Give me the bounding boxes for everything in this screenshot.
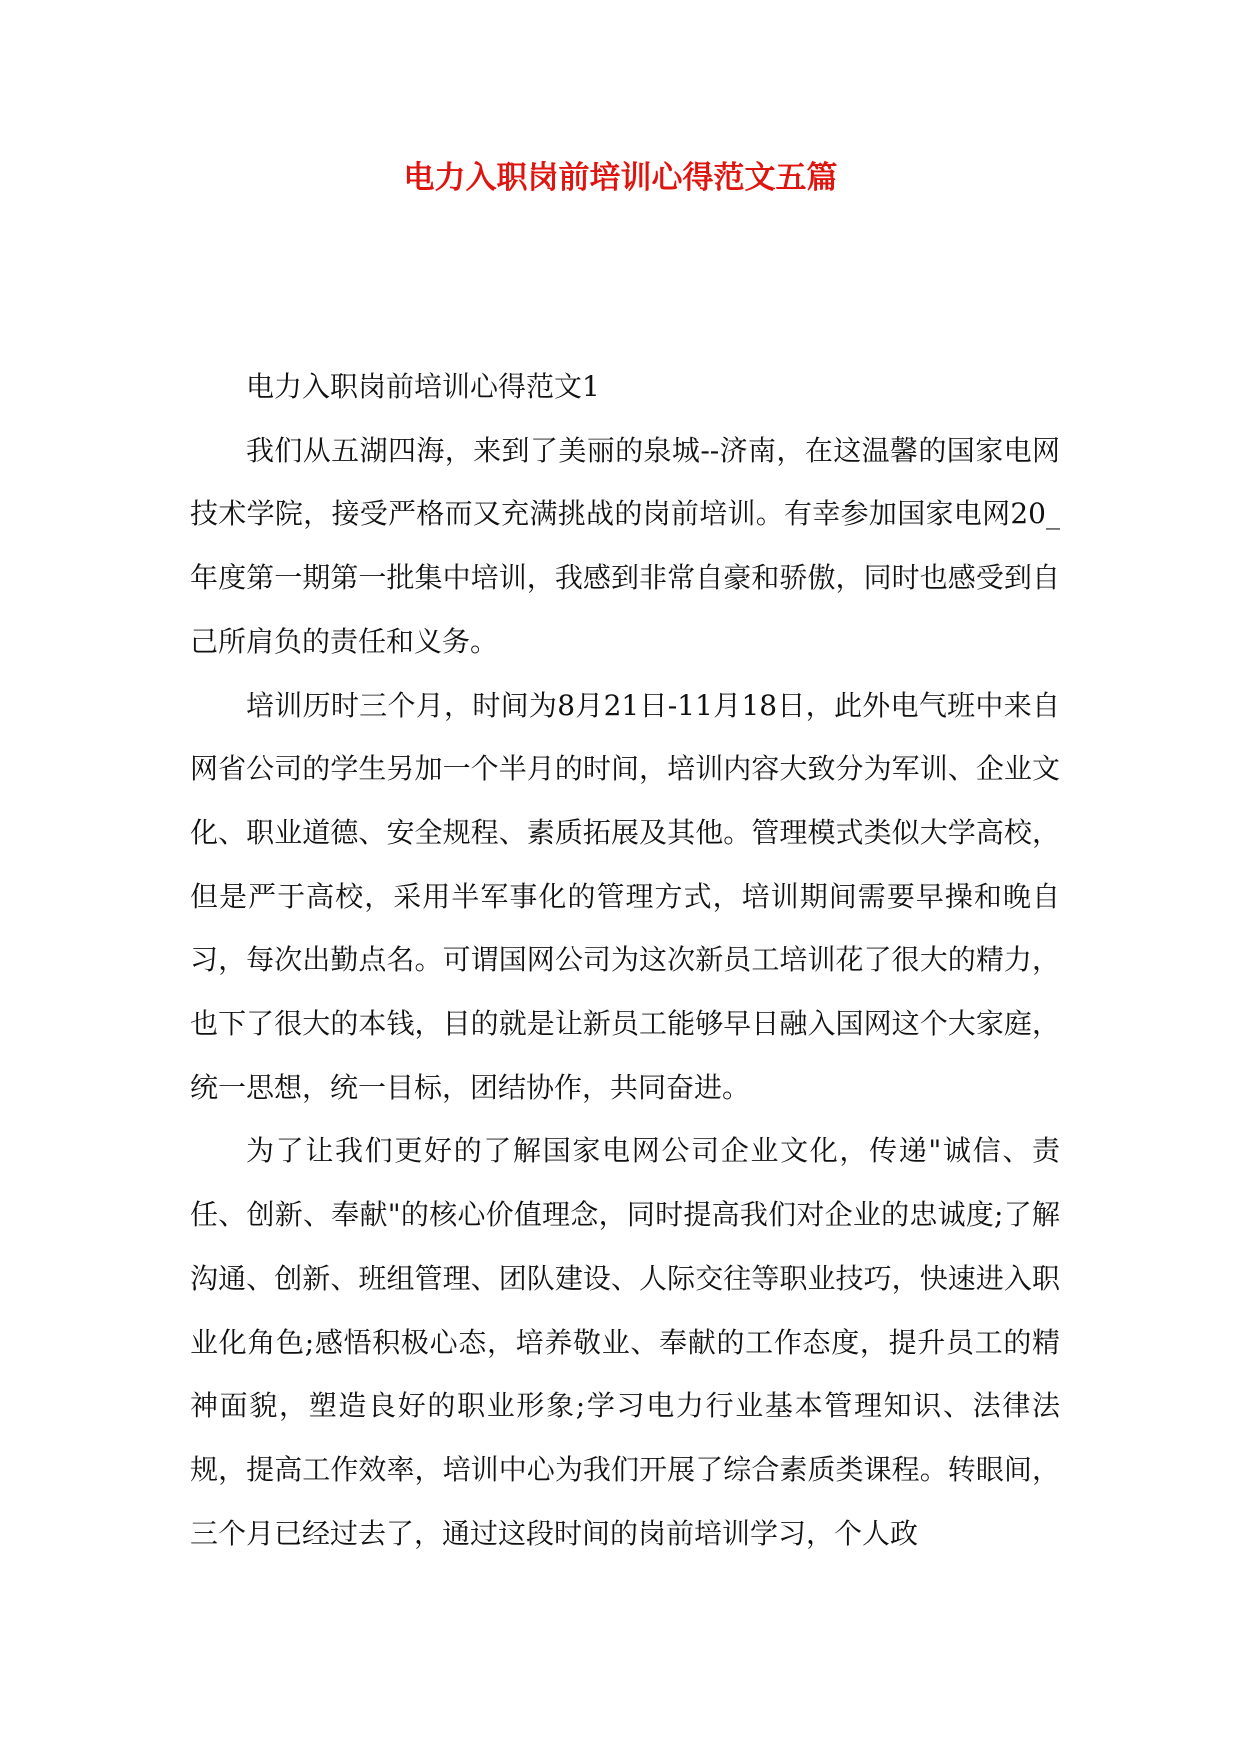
document-body bbox=[190, 355, 1060, 1565]
paragraph-2: 培训历时三个月，时间为8月21日-11月18日，此外电气班中来自网省公司的学生另加一个半月的时间，培训内容大致分为军训、企业文化、职业道德、安全规程、素质拓展及其他。管理模式类似大学高校，但是严于高校，采用半军事化的管理方式，培训期间需要早操和晚自习，每次出勤点名。可谓国网公司为这次新员工培训花了很大的精力，也下了很大的本钱，目的就是让新员工能够早日融入国网这个大家庭，统一思想，统一目标，团结协作，共同奋进。 bbox=[190, 688, 1060, 1104]
paragraph-1: 我们从五湖四海，来到了美丽的泉城--济南，在这温馨的国家电网技术学院，接受严格而又充满挑战的岗前培训。有幸参加国家电网20_年度第一期第一批集中培训，我感到非常自豪和骄傲，同时也感受到自己所肩负的责任和义务。 bbox=[190, 433, 1060, 658]
paragraph-3: 为了让我们更好的了解国家电网公司企业文化，传递"诚信、责任、创新、奉献"的核心价值理念，同时提高我们对企业的忠诚度;了解沟通、创新、班组管理、团队建设、人际交往等职业技巧，快速进入职业化角色;感悟积极心态，培养敬业、奉献的工作态度，提升员工的精神面貌，塑造良好的职业形象;学习电力行业基本管理知识、法律法规，提高工作效率，培训中心为我们开展了综合素质类课程。转眼间，三个月已经过去了，通过这段时间的岗前培训学习，个人政 bbox=[190, 1134, 1060, 1550]
document-title: 电力入职岗前培训心得范文五篇 bbox=[403, 160, 838, 196]
section-heading: 电力入职岗前培训心得范文1 bbox=[246, 370, 600, 403]
